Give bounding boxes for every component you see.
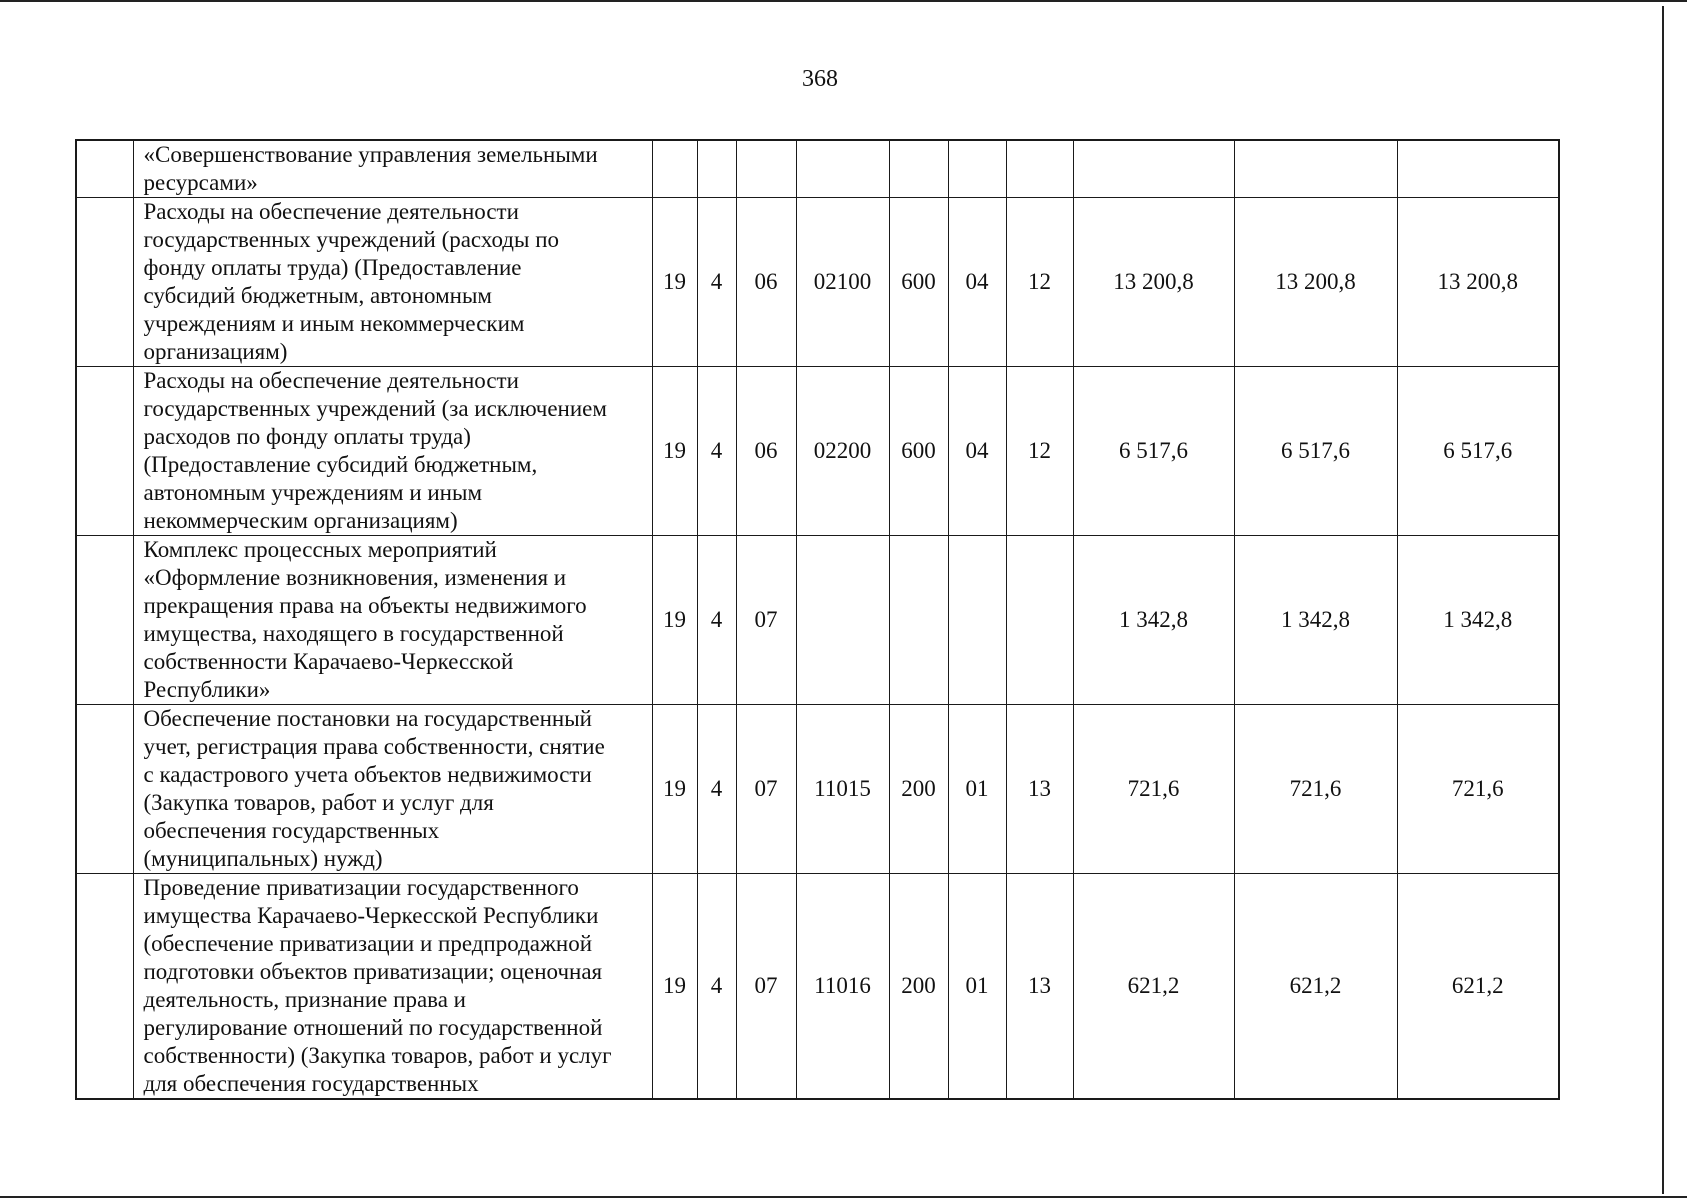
table-row — [76, 705, 1559, 874]
code-cell — [1006, 140, 1073, 198]
code-cell: 07 — [736, 536, 796, 705]
code-cell: 11016 — [796, 874, 889, 1100]
code-cell: 07 — [736, 705, 796, 874]
code-cell: 19 — [652, 536, 697, 705]
code-cell: 07 — [736, 874, 796, 1100]
amount-cell: 6 517,6 — [1397, 367, 1559, 536]
amount-cell: 1 342,8 — [1073, 536, 1234, 705]
amount-cell: 6 517,6 — [1234, 367, 1397, 536]
code-cell: 06 — [736, 367, 796, 536]
code-cell: 13 — [1006, 874, 1073, 1100]
description-cell: Комплекс процессных мероприятий «Оформление возникновения, изменения и прекращения права на объекты недвижимого имущества, находящего в государственной собственности Карачаево-Черкесской Республики» — [133, 536, 652, 705]
code-cell — [796, 536, 889, 705]
code-cell — [697, 140, 736, 198]
amount-cell: 1 342,8 — [1234, 536, 1397, 705]
code-cell: 13 — [1006, 705, 1073, 874]
code-cell: 02100 — [796, 198, 889, 367]
row-number-cell — [76, 705, 133, 874]
scan-edge-right — [1662, 6, 1664, 1194]
amount-cell — [1397, 140, 1559, 198]
code-cell: 600 — [889, 198, 948, 367]
code-cell — [889, 536, 948, 705]
amount-cell: 13 200,8 — [1073, 198, 1234, 367]
amount-cell: 721,6 — [1234, 705, 1397, 874]
code-cell — [948, 536, 1006, 705]
code-cell — [948, 140, 1006, 198]
amount-cell: 1 342,8 — [1397, 536, 1559, 705]
code-cell: 01 — [948, 705, 1006, 874]
description-cell: Расходы на обеспечение деятельности государственных учреждений (за исключением расходов по фонду оплаты труда) (Предоставление субсидий бюджетным, автономным учреждениям и иным некоммерческим организациям) — [133, 367, 652, 536]
row-number-cell — [76, 140, 133, 198]
amount-cell: 621,2 — [1234, 874, 1397, 1100]
amount-cell — [1073, 140, 1234, 198]
amount-cell: 621,2 — [1073, 874, 1234, 1100]
code-cell: 4 — [697, 367, 736, 536]
table-row — [76, 198, 1559, 367]
code-cell — [652, 140, 697, 198]
scan-edge-top — [0, 0, 1687, 2]
code-cell — [889, 140, 948, 198]
code-cell: 04 — [948, 367, 1006, 536]
code-cell — [736, 140, 796, 198]
code-cell: 01 — [948, 874, 1006, 1100]
description-cell: Расходы на обеспечение деятельности государственных учреждений (расходы по фонду оплаты труда) (Предоставление субсидий бюджетным, автономным учреждениям и иным некоммерческим организациям) — [133, 198, 652, 367]
table-row — [76, 140, 1559, 198]
code-cell — [1006, 536, 1073, 705]
row-number-cell — [76, 874, 133, 1100]
code-cell: 12 — [1006, 198, 1073, 367]
amount-cell: 721,6 — [1397, 705, 1559, 874]
code-cell: 02200 — [796, 367, 889, 536]
code-cell: 200 — [889, 705, 948, 874]
description-cell: Проведение приватизации государственного имущества Карачаево-Черкесской Республики (обеспечение приватизации и предпродажной подготовки объектов приватизации; оценочная деятельность, признание права и регулирование отношений по государственной собственности) (Закупка товаров, работ и услуг для обеспечения государственных — [133, 874, 652, 1100]
code-cell: 19 — [652, 705, 697, 874]
code-cell: 12 — [1006, 367, 1073, 536]
code-cell: 11015 — [796, 705, 889, 874]
row-number-cell — [76, 367, 133, 536]
amount-cell: 721,6 — [1073, 705, 1234, 874]
code-cell: 04 — [948, 198, 1006, 367]
row-number-cell — [76, 198, 133, 367]
description-cell: Обеспечение постановки на государственный учет, регистрация права собственности, снятие с кадастрового учета объектов недвижимости (Закупка товаров, работ и услуг для обеспечения государственных (муниципальных) нужд) — [133, 705, 652, 874]
amount-cell: 13 200,8 — [1397, 198, 1559, 367]
amount-cell: 621,2 — [1397, 874, 1559, 1100]
code-cell: 200 — [889, 874, 948, 1100]
code-cell: 4 — [697, 198, 736, 367]
description-cell: «Совершенствование управления земельными ресурсами» — [133, 140, 652, 198]
table-row — [76, 367, 1559, 536]
amount-cell — [1234, 140, 1397, 198]
scan-edge-bottom — [0, 1196, 1687, 1198]
code-cell: 19 — [652, 874, 697, 1100]
row-number-cell — [76, 536, 133, 705]
code-cell: 06 — [736, 198, 796, 367]
code-cell: 19 — [652, 367, 697, 536]
code-cell: 4 — [697, 536, 736, 705]
code-cell: 4 — [697, 705, 736, 874]
table-row — [76, 536, 1559, 705]
amount-cell: 13 200,8 — [1234, 198, 1397, 367]
code-cell: 19 — [652, 198, 697, 367]
page-number: 368 — [802, 66, 838, 92]
code-cell: 600 — [889, 367, 948, 536]
code-cell: 4 — [697, 874, 736, 1100]
amount-cell: 6 517,6 — [1073, 367, 1234, 536]
budget-table — [75, 139, 1560, 1100]
table-row — [76, 874, 1559, 1100]
code-cell — [796, 140, 889, 198]
